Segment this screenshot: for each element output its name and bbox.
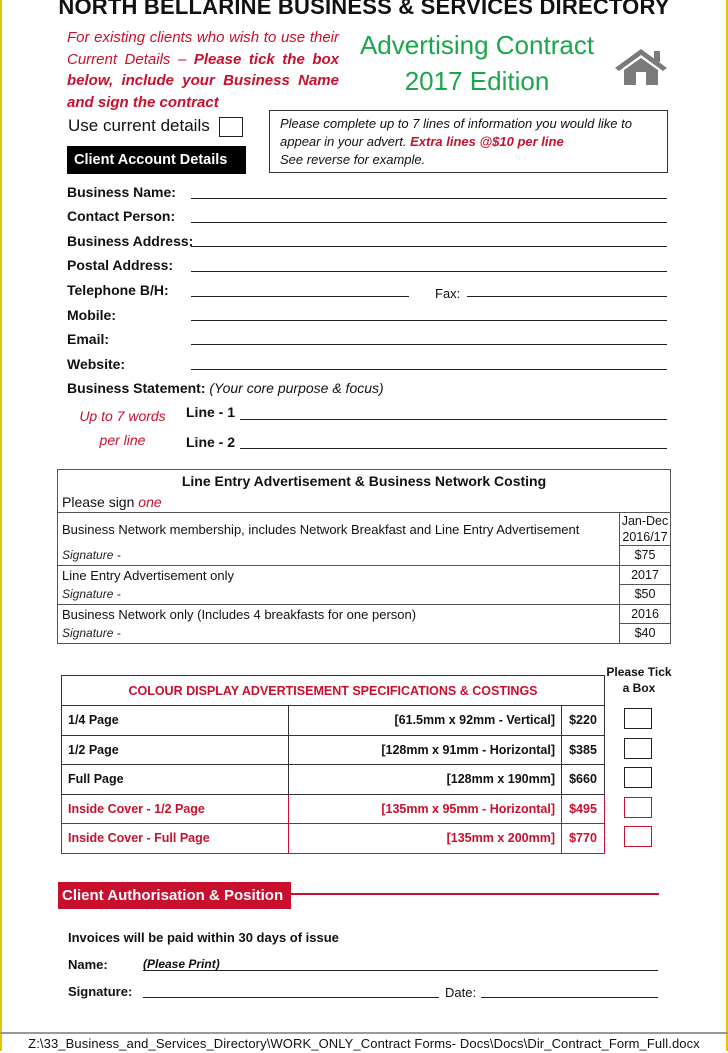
please-tick-label: Please Tick a Box — [606, 665, 672, 695]
inside-cover-full-tick-box[interactable] — [624, 826, 652, 847]
intro-lead: For existing clients who wish to use their Current Details – — [67, 29, 339, 68]
email-field[interactable] — [191, 344, 667, 345]
ad-price: $220 — [562, 706, 605, 736]
table-row[interactable] — [58, 546, 671, 566]
website-field[interactable] — [191, 369, 667, 370]
table-row — [58, 513, 671, 546]
business-statement — [67, 380, 384, 396]
ad-size-label: Inside Cover - Full Page — [62, 824, 289, 854]
table-row — [58, 565, 671, 585]
business-statement-hint: (Your core purpose & focus) — [209, 380, 384, 396]
name-field[interactable] — [143, 970, 658, 971]
ad-price: $770 — [562, 824, 605, 854]
postal-address-field[interactable] — [191, 271, 667, 272]
please-sign-label: Please sign — [62, 494, 139, 510]
up-to-7-words-note: Up to 7 words per line — [79, 408, 166, 448]
ad-price: $660 — [562, 765, 605, 795]
website-label: Website: — [67, 356, 126, 372]
mobile-field[interactable] — [191, 320, 667, 321]
file-path-footer: Z:\33_Business_and_Services_Directory\WORK_ONLY_Contract Forms- Docs\Docs\Dir_Contract_Form_Full.docx — [0, 1032, 728, 1053]
ad-dimensions: [135mm x 200mm] — [288, 824, 561, 854]
option-period: 2017 — [620, 565, 671, 585]
signature-line[interactable]: Signature - — [58, 624, 620, 644]
option-price: $50 — [620, 585, 671, 605]
option-period: 2016 — [620, 604, 671, 624]
contact-person-label: Contact Person: — [67, 208, 176, 224]
line-2-label: Line - 2 — [186, 434, 236, 450]
fax-label: Fax: — [435, 286, 461, 301]
table-row[interactable] — [58, 624, 671, 644]
ad-dimensions: [128mm x 190mm] — [288, 765, 561, 795]
option-price: $40 — [620, 624, 671, 644]
postal-address-label: Postal Address: — [67, 257, 174, 273]
ad-size-label: Inside Cover - 1/2 Page — [62, 794, 289, 824]
table-row — [62, 706, 605, 736]
extra-lines-note: Extra lines @$10 per line — [410, 134, 564, 149]
house-icon — [614, 46, 668, 86]
signature-line[interactable]: Signature - — [58, 585, 620, 605]
statement-line-2-field[interactable] — [240, 448, 667, 449]
use-current-details-label: Use current details — [68, 116, 210, 135]
quarter-page-tick-box[interactable] — [624, 708, 652, 729]
table-row — [62, 794, 605, 824]
telephone-label: Telephone B/H: — [67, 282, 169, 298]
contract-title: Advertising Contract — [359, 30, 595, 60]
please-print-note: (Please Print) — [143, 957, 220, 971]
document-title: NORTH BELLARINE BUSINESS & SERVICES DIRECTORY — [58, 0, 670, 19]
edition-label: 2017 Edition — [404, 66, 550, 96]
ad-dimensions: [135mm x 95mm - Horizontal] — [288, 794, 561, 824]
ad-dimensions: [128mm x 91mm - Horizontal] — [288, 735, 561, 765]
option-price: $75 — [620, 546, 671, 566]
name-label: Name: — [68, 957, 108, 972]
line-1-label: Line - 1 — [186, 404, 236, 420]
table-row — [62, 824, 605, 854]
signature-line[interactable]: Signature - — [58, 546, 620, 566]
use-current-details-checkbox[interactable] — [219, 117, 243, 137]
option-period: Jan-Dec 2016/17 — [620, 513, 671, 546]
statement-line-1-field[interactable] — [240, 419, 667, 420]
info-box — [269, 110, 668, 173]
business-address-field[interactable] — [191, 246, 667, 247]
inside-cover-half-tick-box[interactable] — [624, 797, 652, 818]
email-label: Email: — [67, 331, 110, 347]
table-row — [62, 765, 605, 795]
business-name-field[interactable] — [191, 198, 667, 199]
mobile-label: Mobile: — [67, 307, 116, 323]
table-row — [58, 604, 671, 624]
ad-size-label: Full Page — [62, 765, 289, 795]
existing-clients-note — [67, 27, 339, 113]
date-field[interactable] — [481, 997, 658, 998]
half-page-tick-box[interactable] — [624, 738, 652, 759]
signature-label: Signature: — [68, 984, 133, 999]
ad-price: $385 — [562, 735, 605, 765]
info-text-2: See reverse for example. — [280, 152, 426, 167]
fax-field[interactable] — [467, 296, 667, 297]
please-sign-row — [58, 492, 671, 513]
ad-size-label: 1/2 Page — [62, 735, 289, 765]
colour-display-heading: COLOUR DISPLAY ADVERTISEMENT SPECIFICATIONS & COSTINGS — [62, 676, 605, 706]
line-entry-heading: Line Entry Advertisement & Business Network Costing — [58, 470, 671, 493]
invoice-terms: Invoices will be paid within 30 days of issue — [68, 930, 339, 945]
business-address-label: Business Address: — [67, 233, 194, 249]
option-desc: Business Network only (Includes 4 breakfasts for one person) — [58, 604, 620, 624]
client-account-heading: Client Account Details — [67, 146, 246, 174]
business-name-label: Business Name: — [67, 184, 176, 200]
table-row — [62, 735, 605, 765]
signature-field[interactable] — [143, 997, 439, 998]
authorisation-heading: Client Authorisation & Position — [58, 882, 291, 909]
table-row[interactable] — [58, 585, 671, 605]
intro-bold: Please tick the box below, include your Business Name and sign the contract — [67, 50, 339, 111]
option-desc: Line Entry Advertisement only — [58, 565, 620, 585]
authorisation-rule — [291, 893, 659, 895]
full-page-tick-box[interactable] — [624, 767, 652, 788]
contact-person-field[interactable] — [191, 222, 667, 223]
colour-display-table — [61, 675, 605, 854]
telephone-field[interactable] — [191, 296, 409, 297]
option-desc: Business Network membership, includes Network Breakfast and Line Entry Advertisement — [58, 513, 620, 546]
info-text-1: Please complete up to 7 lines of information you would like to appear in your advert. — [280, 116, 632, 149]
please-sign-one: one — [138, 494, 162, 510]
line-entry-costing-table — [57, 469, 671, 644]
ad-dimensions: [61.5mm x 92mm - Vertical] — [288, 706, 561, 736]
ad-price: $495 — [562, 794, 605, 824]
date-label: Date: — [445, 985, 477, 1000]
business-statement-label: Business Statement: — [67, 380, 206, 396]
ad-size-label: 1/4 Page — [62, 706, 289, 736]
